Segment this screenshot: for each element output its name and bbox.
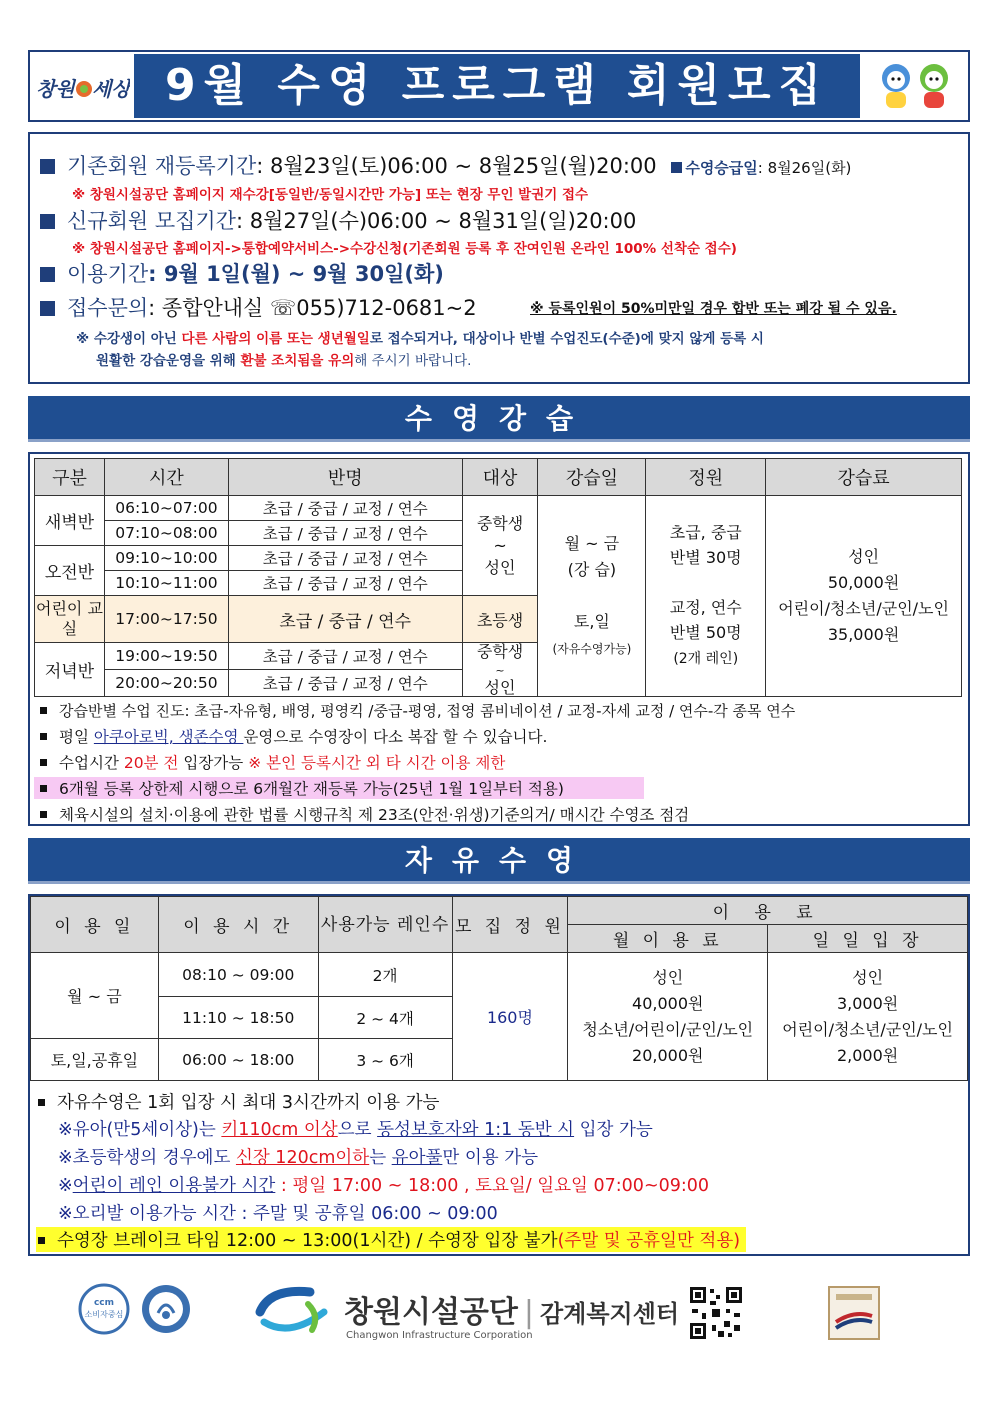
th-time: 시간	[104, 459, 228, 496]
note-text: 신장 120cm이하	[235, 1148, 370, 1168]
note-text: ※	[58, 1176, 73, 1196]
cap-text: 반별 50명	[669, 623, 742, 642]
org-name-text: 창원시설공단	[344, 1295, 518, 1330]
lesson-section-title: 수영강습	[28, 396, 970, 442]
rereg-line	[40, 150, 851, 180]
target-text: 성인	[484, 678, 516, 697]
free-note-1	[38, 1089, 439, 1114]
time-cell: 19:00~19:50	[104, 643, 228, 670]
lesson-note-1	[40, 700, 795, 721]
note-text: 강습반별 수업 진도: 초급-자유형, 배영, 평영킥 /중급-평영, 접영 콤비네이션 / 교정-자세 교정 / 연수-각 종목 연수	[59, 702, 796, 720]
fee-text: 50,000원	[827, 573, 900, 592]
note-text: 유아풀	[391, 1148, 443, 1168]
day-weekend: 토,일,공휴일	[31, 1039, 159, 1081]
warn-text: 환불 조치됨을 유의	[240, 353, 355, 369]
bullet-icon	[40, 759, 47, 766]
th-time: 이 용 시 간	[158, 897, 318, 953]
note-text: 아쿠아로빅, 생존수영	[93, 728, 244, 746]
th-category: 구분	[35, 459, 105, 496]
page-title: 9월 수영 프로그램 회원모집	[134, 54, 860, 118]
free-swim-table	[30, 896, 968, 1081]
lane-cell: 2 ~ 4개	[318, 997, 452, 1039]
note-text: 으로	[337, 1120, 378, 1140]
fee-text: 3,000원	[836, 993, 899, 1013]
lane-cell: 2개	[318, 953, 452, 997]
bullet-icon	[40, 707, 47, 714]
award-plaque-icon	[828, 1286, 880, 1340]
fee-text: 청소년/어린이/군인/노인	[582, 1019, 754, 1039]
period-value: : 9월 1일(월) ~ 9월 30일(화)	[148, 262, 444, 286]
svg-text:ccm: ccm	[93, 1298, 115, 1308]
note-text: 6개월 등록 상한제 시행으로 6개월간 재등록 가능(25년 1월 1일부터 적용)	[59, 780, 564, 798]
new-note: ※ 창원시설공단 홈페이지->통합예약서비스->수강신청(기존회원 등록 후 잔여인원 온라인 100% 선착순 접수)	[72, 241, 737, 257]
promo-label: 수영승급일	[685, 159, 758, 177]
new-value: : 8월27일(수)06:00 ~ 8월31일(일)20:00	[235, 209, 637, 233]
class-cell: 초급 / 중급 / 교정 / 연수	[228, 670, 462, 697]
time-cell: 06:10~07:00	[104, 496, 228, 521]
table-row	[35, 496, 962, 521]
th-fee: 이 용 료	[568, 897, 968, 925]
mascot-icon	[866, 56, 966, 116]
th-fee: 강습료	[766, 459, 962, 496]
time-cell: 06:00 ~ 18:00	[158, 1039, 318, 1081]
free-note-2	[58, 1116, 653, 1141]
fee-text: 20,000원	[632, 1045, 704, 1065]
bullet-square-icon	[40, 159, 55, 174]
svg-text:세상: 세상	[92, 77, 130, 101]
lesson-table	[34, 458, 962, 697]
days-text: (자유수영가능)	[552, 641, 632, 656]
days-text: 월 ~ 금	[564, 533, 620, 553]
free-note-4	[58, 1172, 709, 1197]
class-cell: 초급 / 중급 / 연수	[228, 596, 462, 643]
free-swim-section-title: 자유수영	[28, 838, 970, 884]
capacity-cell: 160명	[452, 953, 568, 1081]
fee-text: 성인	[848, 547, 880, 566]
group-evening: 저녁반	[35, 643, 105, 697]
cap-text: 초급, 중급	[669, 523, 742, 542]
fee-cell	[766, 496, 962, 697]
class-cell: 초급 / 중급 / 교정 / 연수	[228, 571, 462, 596]
warning-line-2	[96, 349, 471, 369]
capacity-cell	[646, 496, 766, 697]
days-text: (강 습)	[567, 559, 617, 579]
time-cell: 09:10~10:00	[104, 546, 228, 571]
class-cell: 초급 / 중급 / 교정 / 연수	[228, 643, 462, 670]
warn-text: 로 접수되거나, 대상이나 반별 수업진도(수준)에 맞지 않게 등록 시	[369, 331, 764, 347]
note-text: 동성보호자와 1:1 동반 시	[377, 1120, 575, 1140]
contact-note: ※ 등록인원이 50%미만일 경우 합반 또는 폐강 될 수 있음.	[530, 301, 897, 317]
org-symbol-icon	[250, 1282, 336, 1340]
contact-label: 접수문의	[67, 296, 149, 320]
note-text: 입장가능	[178, 754, 249, 772]
note-text: 입장 가능	[574, 1120, 653, 1140]
bullet-icon	[40, 811, 47, 818]
group-morning: 오전반	[35, 546, 105, 596]
period-line	[40, 258, 444, 288]
bullet-icon	[38, 1237, 45, 1244]
th-monthly: 월 이 용 료	[568, 925, 768, 953]
note-text: ※유아(만5세이상)는	[58, 1120, 222, 1140]
bullet-square-icon	[671, 162, 682, 173]
target-text: 중학생	[476, 513, 524, 533]
day-weekday: 월 ~ 금	[31, 953, 159, 1039]
contact-value: : 종합안내실 ☏055)712-0681~2	[148, 296, 477, 320]
certification-badge-icon	[140, 1283, 192, 1335]
note-text: 어린이 레인 이용불가 시간	[72, 1176, 276, 1196]
time-cell: 17:00~17:50	[104, 596, 228, 643]
fee-text: 35,000원	[827, 625, 900, 644]
note-text: 만 이용 가능	[442, 1148, 539, 1168]
cap-text: (2개 레인)	[673, 651, 739, 667]
qr-code-icon[interactable]	[688, 1285, 744, 1341]
monthly-fee-cell	[568, 953, 768, 1081]
fee-text: 어린이/청소년/군인/노인	[782, 1019, 953, 1039]
target-text: 중학생	[476, 642, 524, 661]
th-target: 대상	[462, 459, 538, 496]
new-label: 신규회원 모집기간	[67, 209, 236, 233]
free-note-6	[36, 1227, 746, 1252]
rereg-label: 기존회원 재등록기간	[67, 154, 257, 178]
cap-text: 교정, 연수	[669, 598, 742, 617]
th-class: 반명	[228, 459, 462, 496]
group-kids: 어린이 교실	[35, 596, 105, 643]
note-text: 수영장 브레이크 타임 12:00 ~ 13:00(1시간) / 수영장 입장 불가	[57, 1231, 558, 1251]
class-cell: 초급 / 중급 / 교정 / 연수	[228, 496, 462, 521]
th-daily: 일 일 입 장	[768, 925, 968, 953]
rereg-note: ※ 창원시설공단 홈페이지 재수강[동일반/동일시간만 가능] 또는 현장 무인 발권기 접수	[72, 187, 589, 203]
daily-fee-cell	[768, 953, 968, 1081]
ccm-badge-icon	[78, 1283, 130, 1335]
th-days: 강습일	[538, 459, 646, 496]
note-text: 키110cm 이상	[221, 1120, 338, 1140]
th-lane: 사용가능 레인수	[318, 897, 452, 953]
class-cell: 초급 / 중급 / 교정 / 연수	[228, 521, 462, 546]
warn-text: 원활한 강습운영을 위해	[96, 353, 241, 369]
target-text: ~	[493, 535, 507, 555]
bullet-square-icon	[40, 301, 55, 316]
fee-text: 2,000원	[836, 1045, 899, 1065]
time-cell: 07:10~08:00	[104, 521, 228, 546]
note-text: 운영으로 수영장이 다소 복잡 할 수 있습니다.	[243, 728, 548, 746]
time-cell: 11:10 ~ 18:50	[158, 997, 318, 1039]
target-adult-evening	[462, 643, 538, 697]
contact-line	[40, 292, 477, 322]
lesson-note-2	[40, 725, 547, 747]
warn-text: 다른 사람의 이름 또는 생년월일	[181, 331, 370, 347]
bullet-square-icon	[40, 267, 55, 282]
lesson-note-4	[34, 777, 644, 799]
free-note-5: ※오리발 이용가능 시간 : 주말 및 공휴일 06:00 ~ 09:00	[58, 1204, 498, 1224]
rereg-value: : 8월23일(토)06:00 ~ 8월25일(월)20:00	[256, 154, 657, 178]
warn-text: ※ 수강생이 아닌	[76, 331, 182, 347]
city-logo	[32, 56, 130, 116]
days-text: 토,일	[573, 611, 610, 631]
table-row	[31, 953, 968, 997]
note-text: ※ 본인 등록시간 외 타 시간 이용 제한	[248, 754, 506, 772]
note-text: 체육시설의 설치·이용에 관한 법률 시행규칙 제 23조(안전·위생)기준의거/ 매시간 수영조 점검	[59, 806, 690, 824]
class-cell: 초급 / 중급 / 교정 / 연수	[228, 546, 462, 571]
days-cell	[538, 496, 646, 697]
target-text: ~	[495, 664, 505, 677]
th-capacity: 모 집 정 원	[452, 897, 568, 953]
group-dawn: 새벽반	[35, 496, 105, 546]
promo-value: : 8월26일(화)	[757, 159, 852, 177]
note-text: : 평일 17:00 ~ 18:00 , 토요일/ 일요일 07:00~09:00	[275, 1176, 710, 1196]
fee-text: 어린이/청소년/군인/노인	[778, 599, 949, 618]
period-label: 이용기간	[67, 262, 149, 286]
bullet-icon	[38, 1099, 45, 1106]
new-member-line	[40, 205, 636, 235]
note-text: 자유수영은 1회 입장 시 최대 3시간까지 이용 가능	[57, 1093, 440, 1113]
bullet-icon	[40, 785, 47, 792]
th-day: 이 용 일	[31, 897, 159, 953]
target-kid: 초등생	[462, 596, 538, 643]
center-name: 감계복지센터	[540, 1300, 680, 1328]
warn-text: 해 주시기 바랍니다.	[354, 353, 472, 369]
warning-line-1	[76, 327, 764, 347]
time-cell: 08:10 ~ 09:00	[158, 953, 318, 997]
lane-cell: 3 ~ 6개	[318, 1039, 452, 1081]
fee-text: 성인	[652, 967, 684, 987]
note-text: 평일	[59, 728, 94, 746]
target-adult	[462, 496, 538, 596]
lesson-note-3	[40, 751, 505, 773]
bullet-icon	[40, 733, 47, 740]
note-text: ※초등학생의 경우에도	[58, 1148, 236, 1168]
org-name-en: Changwon Infrastructure Corporation	[346, 1330, 533, 1341]
free-note-3	[58, 1144, 538, 1169]
target-text: 성인	[484, 557, 516, 577]
fee-text: 성인	[852, 967, 884, 987]
note-text: 20분 전	[123, 754, 179, 772]
note-text: 는	[369, 1148, 392, 1168]
bullet-square-icon	[40, 214, 55, 229]
cap-text: 반별 30명	[669, 548, 742, 567]
time-cell: 20:00~20:50	[104, 670, 228, 697]
lesson-note-5	[40, 803, 689, 825]
th-capacity: 정원	[646, 459, 766, 496]
svg-text:창원: 창원	[36, 77, 75, 101]
org-name: 창원시설공단 | 감계복지센터	[344, 1295, 680, 1330]
note-text: (주말 및 공휴일만 적용)	[557, 1231, 741, 1251]
time-cell: 10:10~11:00	[104, 571, 228, 596]
svg-text:소비자중심: 소비자중심	[84, 1310, 124, 1319]
note-text: 수업시간	[59, 754, 124, 772]
fee-text: 40,000원	[632, 993, 704, 1013]
